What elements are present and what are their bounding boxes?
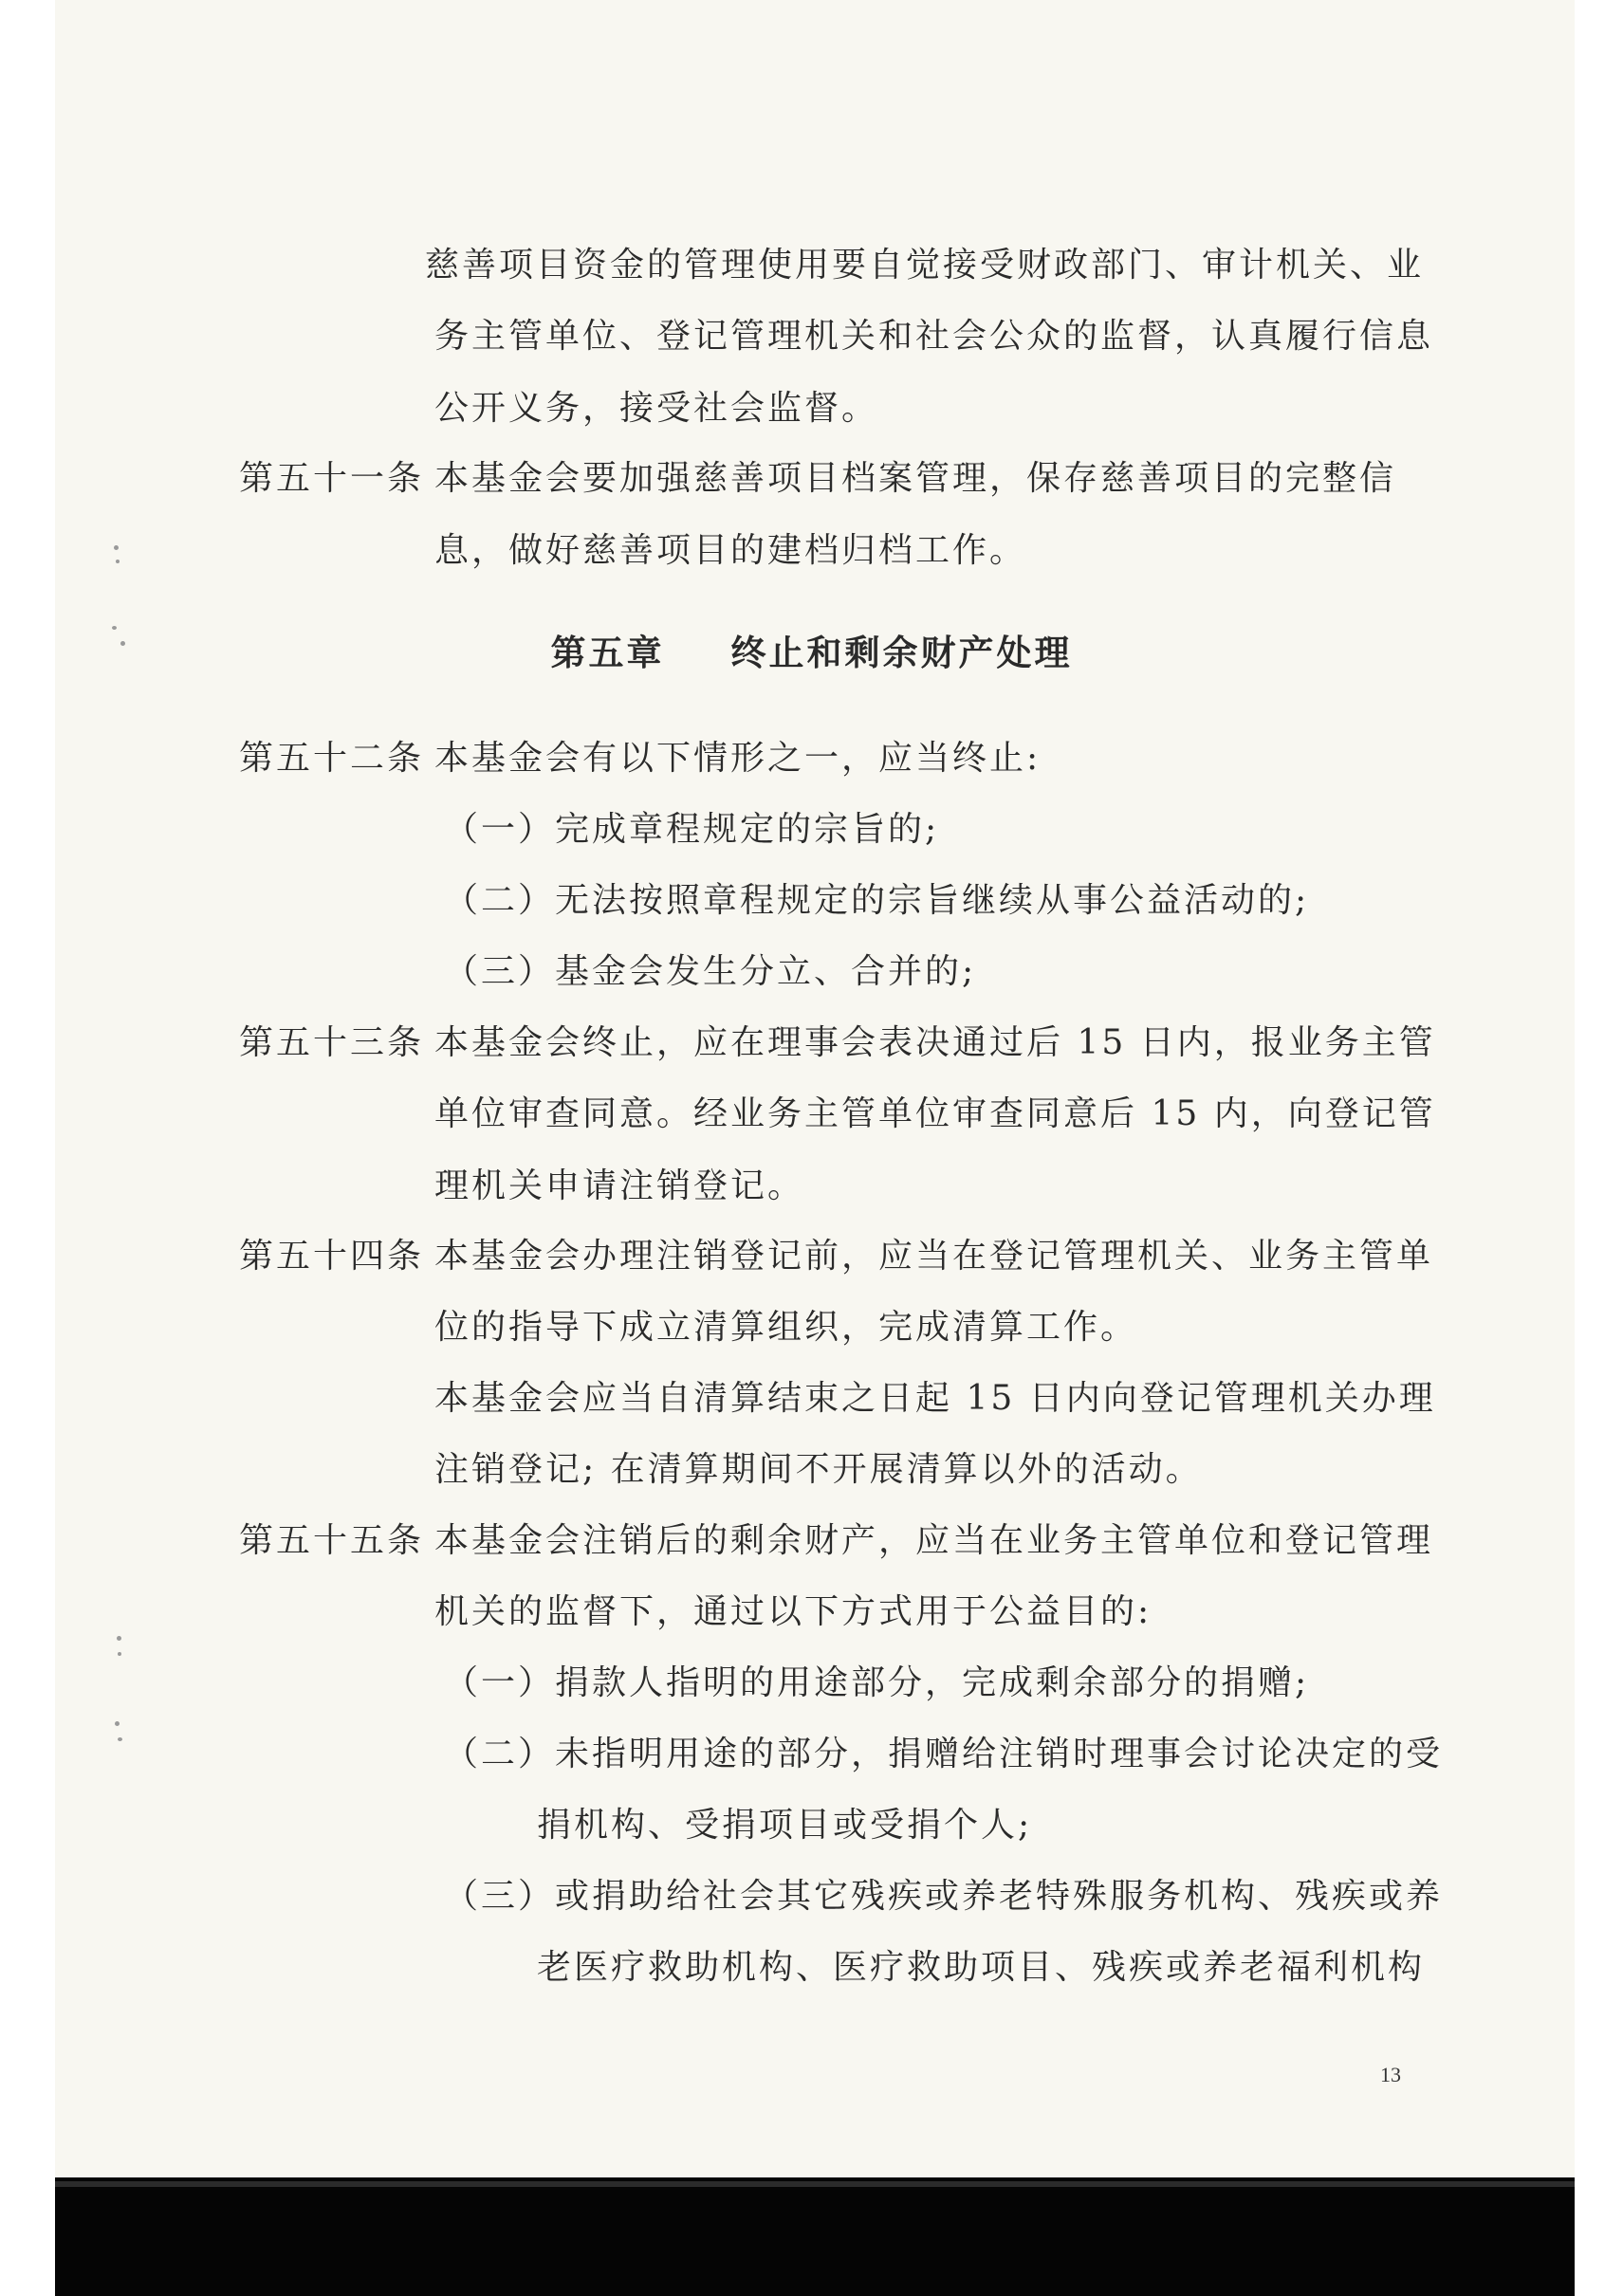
text-line: 单位审查同意。经业务主管单位审查同意后 15 内，向登记管 [434,1094,1436,1133]
text-line: 机关的监督下，通过以下方式用于公益目的: [434,1592,1153,1631]
text-line: 本基金会有以下情形之一，应当终止: [434,739,1042,778]
text-line: 注销登记; 在清算期间不开展清算以外的活动。 [434,1450,1203,1489]
article-label: 第五十一条 [239,459,425,498]
list-item: （一）捐款人指明的用途部分，完成剩余部分的捐赠; [444,1663,1310,1702]
text-line: 本基金会办理注销登记前，应当在登记管理机关、业务主管单 [434,1237,1434,1276]
page-number: 13 [1380,2063,1401,2086]
scan-speck [115,1721,120,1726]
text-line: 本基金会终止，应在理事会表决通过后 15 日内，报业务主管 [434,1023,1436,1062]
list-item-continuation: 捐机构、受捐项目或受捐个人; [537,1806,1033,1845]
article-label: 第五十四条 [239,1237,425,1276]
list-item: （二）无法按照章程规定的宗旨继续从事公益活动的; [444,881,1310,920]
list-item-continuation: 老医疗救助机构、医疗救助项目、残疾或养老福利机构 [537,1948,1426,1987]
text-line: 本基金会要加强慈善项目档案管理，保存慈善项目的完整信 [434,459,1397,498]
list-item: （三）或捐助给社会其它残疾或养老特殊服务机构、残疾或养 [444,1877,1444,1916]
scan-speck [118,1737,122,1741]
scan-border [55,2177,1575,2296]
scan-speck [118,1652,121,1656]
chapter-heading [0,628,1623,679]
list-item: （二）未指明用途的部分，捐赠给注销时理事会讨论决定的受 [444,1735,1444,1773]
chapter-number: 第五章 [550,633,665,673]
scan-speck [116,560,120,563]
list-item: （三）基金会发生分立、合并的; [444,952,977,991]
text-line: 本基金会注销后的剩余财产，应当在业务主管单位和登记管理 [434,1521,1434,1560]
text-line: 位的指导下成立清算组织，完成清算工作。 [434,1308,1138,1347]
text-line: 公开义务，接受社会监督。 [434,389,879,428]
list-item: （一）完成章程规定的宗旨的; [444,810,940,849]
text-line: 务主管单位、登记管理机关和社会公众的监督，认真履行信息 [434,317,1434,356]
article-label: 第五十二条 [239,739,425,778]
chapter-title: 终止和剩余财产处理 [730,633,1073,673]
article-label: 第五十三条 [239,1023,425,1062]
text-line: 理机关申请注销登记。 [434,1166,805,1205]
text-line: 本基金会应当自清算结束之日起 15 日内向登记管理机关办理 [434,1379,1436,1418]
scan-speck [114,545,119,550]
article-label: 第五十五条 [239,1521,425,1560]
text-line: 息，做好慈善项目的建档归档工作。 [434,531,1027,570]
scan-speck [117,1636,121,1641]
text-line: 慈善项目资金的管理使用要自觉接受财政部门、审计机关、业 [425,246,1425,285]
